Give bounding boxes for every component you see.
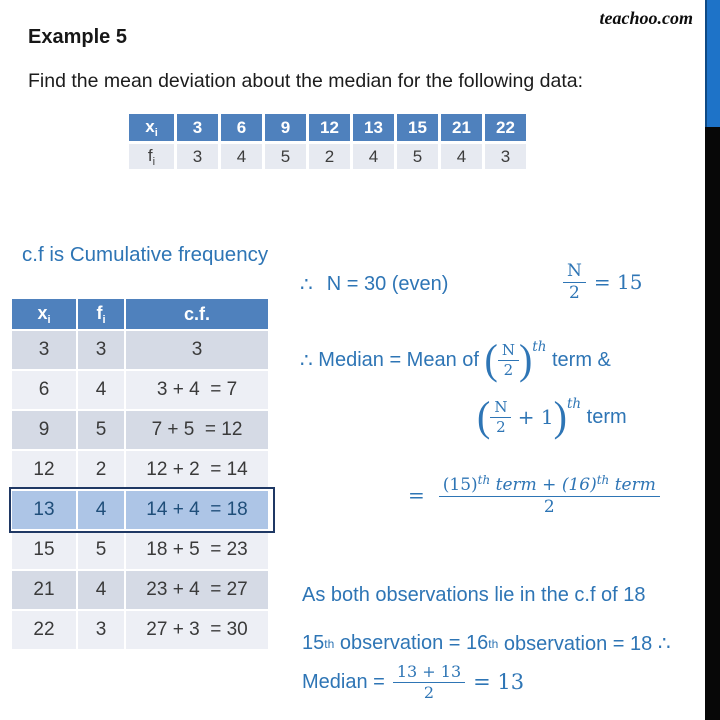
table-cell: 4 — [441, 144, 482, 169]
table-row: 21 4 23 + 4 = 27 — [12, 571, 268, 609]
table-cell: 3 — [177, 114, 218, 141]
average-of-terms-formula: = $\frac{(15)^{th} term + (16)^{th} term}{2}$ — [408, 474, 660, 516]
table-cell: 12 — [309, 114, 350, 141]
table-cell: $f_i$ — [129, 144, 174, 169]
median-result-line: Median = $\frac{13 + 13}{2}$ = 13 — [302, 662, 525, 702]
table-row-highlighted-median: 13 4 14 + 4 = 18 — [12, 491, 268, 529]
table-row: 6 4 3 + 4 = 7 — [12, 371, 268, 409]
right-edge-blue-bar — [705, 0, 720, 127]
table-cell: $f_i$ — [78, 299, 124, 329]
table-row: 3 3 3 — [12, 331, 268, 369]
table-row: 12 2 12 + 2 = 14 — [12, 451, 268, 489]
observation-note-line: As both observations lie in the c.f of 18 — [302, 584, 646, 606]
table-cell: 3 — [485, 144, 526, 169]
table-cell: 5 — [265, 144, 306, 169]
table-row: 15 5 18 + 5 = 23 — [12, 531, 268, 569]
therefore-symbol: ∴ — [300, 274, 313, 296]
table-cell: 3 — [177, 144, 218, 169]
second-term-formula: ( $\frac{N}{2}$ + 1 ) th term — [477, 392, 627, 441]
table-cell: 13 — [353, 114, 394, 141]
median-definition-line: ∴ Median = Mean of ( $\frac{N}{2}$ ) th term & — [300, 335, 611, 384]
table-cell: 9 — [265, 114, 306, 141]
n-even-line: ∴ N = 30 (even) — [300, 273, 449, 296]
table-cell: 22 — [485, 114, 526, 141]
table-row — [129, 144, 526, 169]
table-cell: 2 — [309, 144, 350, 169]
table-row: 22 3 27 + 3 = 30 — [12, 611, 268, 649]
table-cell: c.f. — [126, 299, 268, 329]
question-text: Find the mean deviation about the median for the following data: — [28, 70, 584, 92]
frequency-table — [126, 111, 529, 172]
table-cell: 15 — [397, 114, 438, 141]
therefore-symbol: ∴ — [300, 349, 313, 372]
table-cell: 6 — [221, 114, 262, 141]
n-half-formula: $\frac{N}{2}$ = 15 — [563, 262, 642, 302]
page-title: Example 5 — [28, 26, 127, 48]
table-cell: 4 — [221, 144, 262, 169]
cumulative-frequency-table — [10, 297, 270, 651]
cf-definition-text: c.f is Cumulative frequency — [22, 243, 269, 266]
table-header-row — [12, 299, 268, 329]
site-logo: teachoo.com — [599, 8, 693, 28]
table-row — [129, 114, 526, 141]
table-cell: 21 — [441, 114, 482, 141]
table-cell: $x_i$ — [129, 114, 174, 141]
table-cell: 4 — [353, 144, 394, 169]
table-cell: $x_i$ — [12, 299, 76, 329]
table-cell: 5 — [397, 144, 438, 169]
right-edge-black-bar — [705, 127, 720, 720]
observations-equal-line: 15 th observation = 16 th observation = 18 ∴ — [302, 632, 671, 655]
table-row: 9 5 7 + 5 = 12 — [12, 411, 268, 449]
